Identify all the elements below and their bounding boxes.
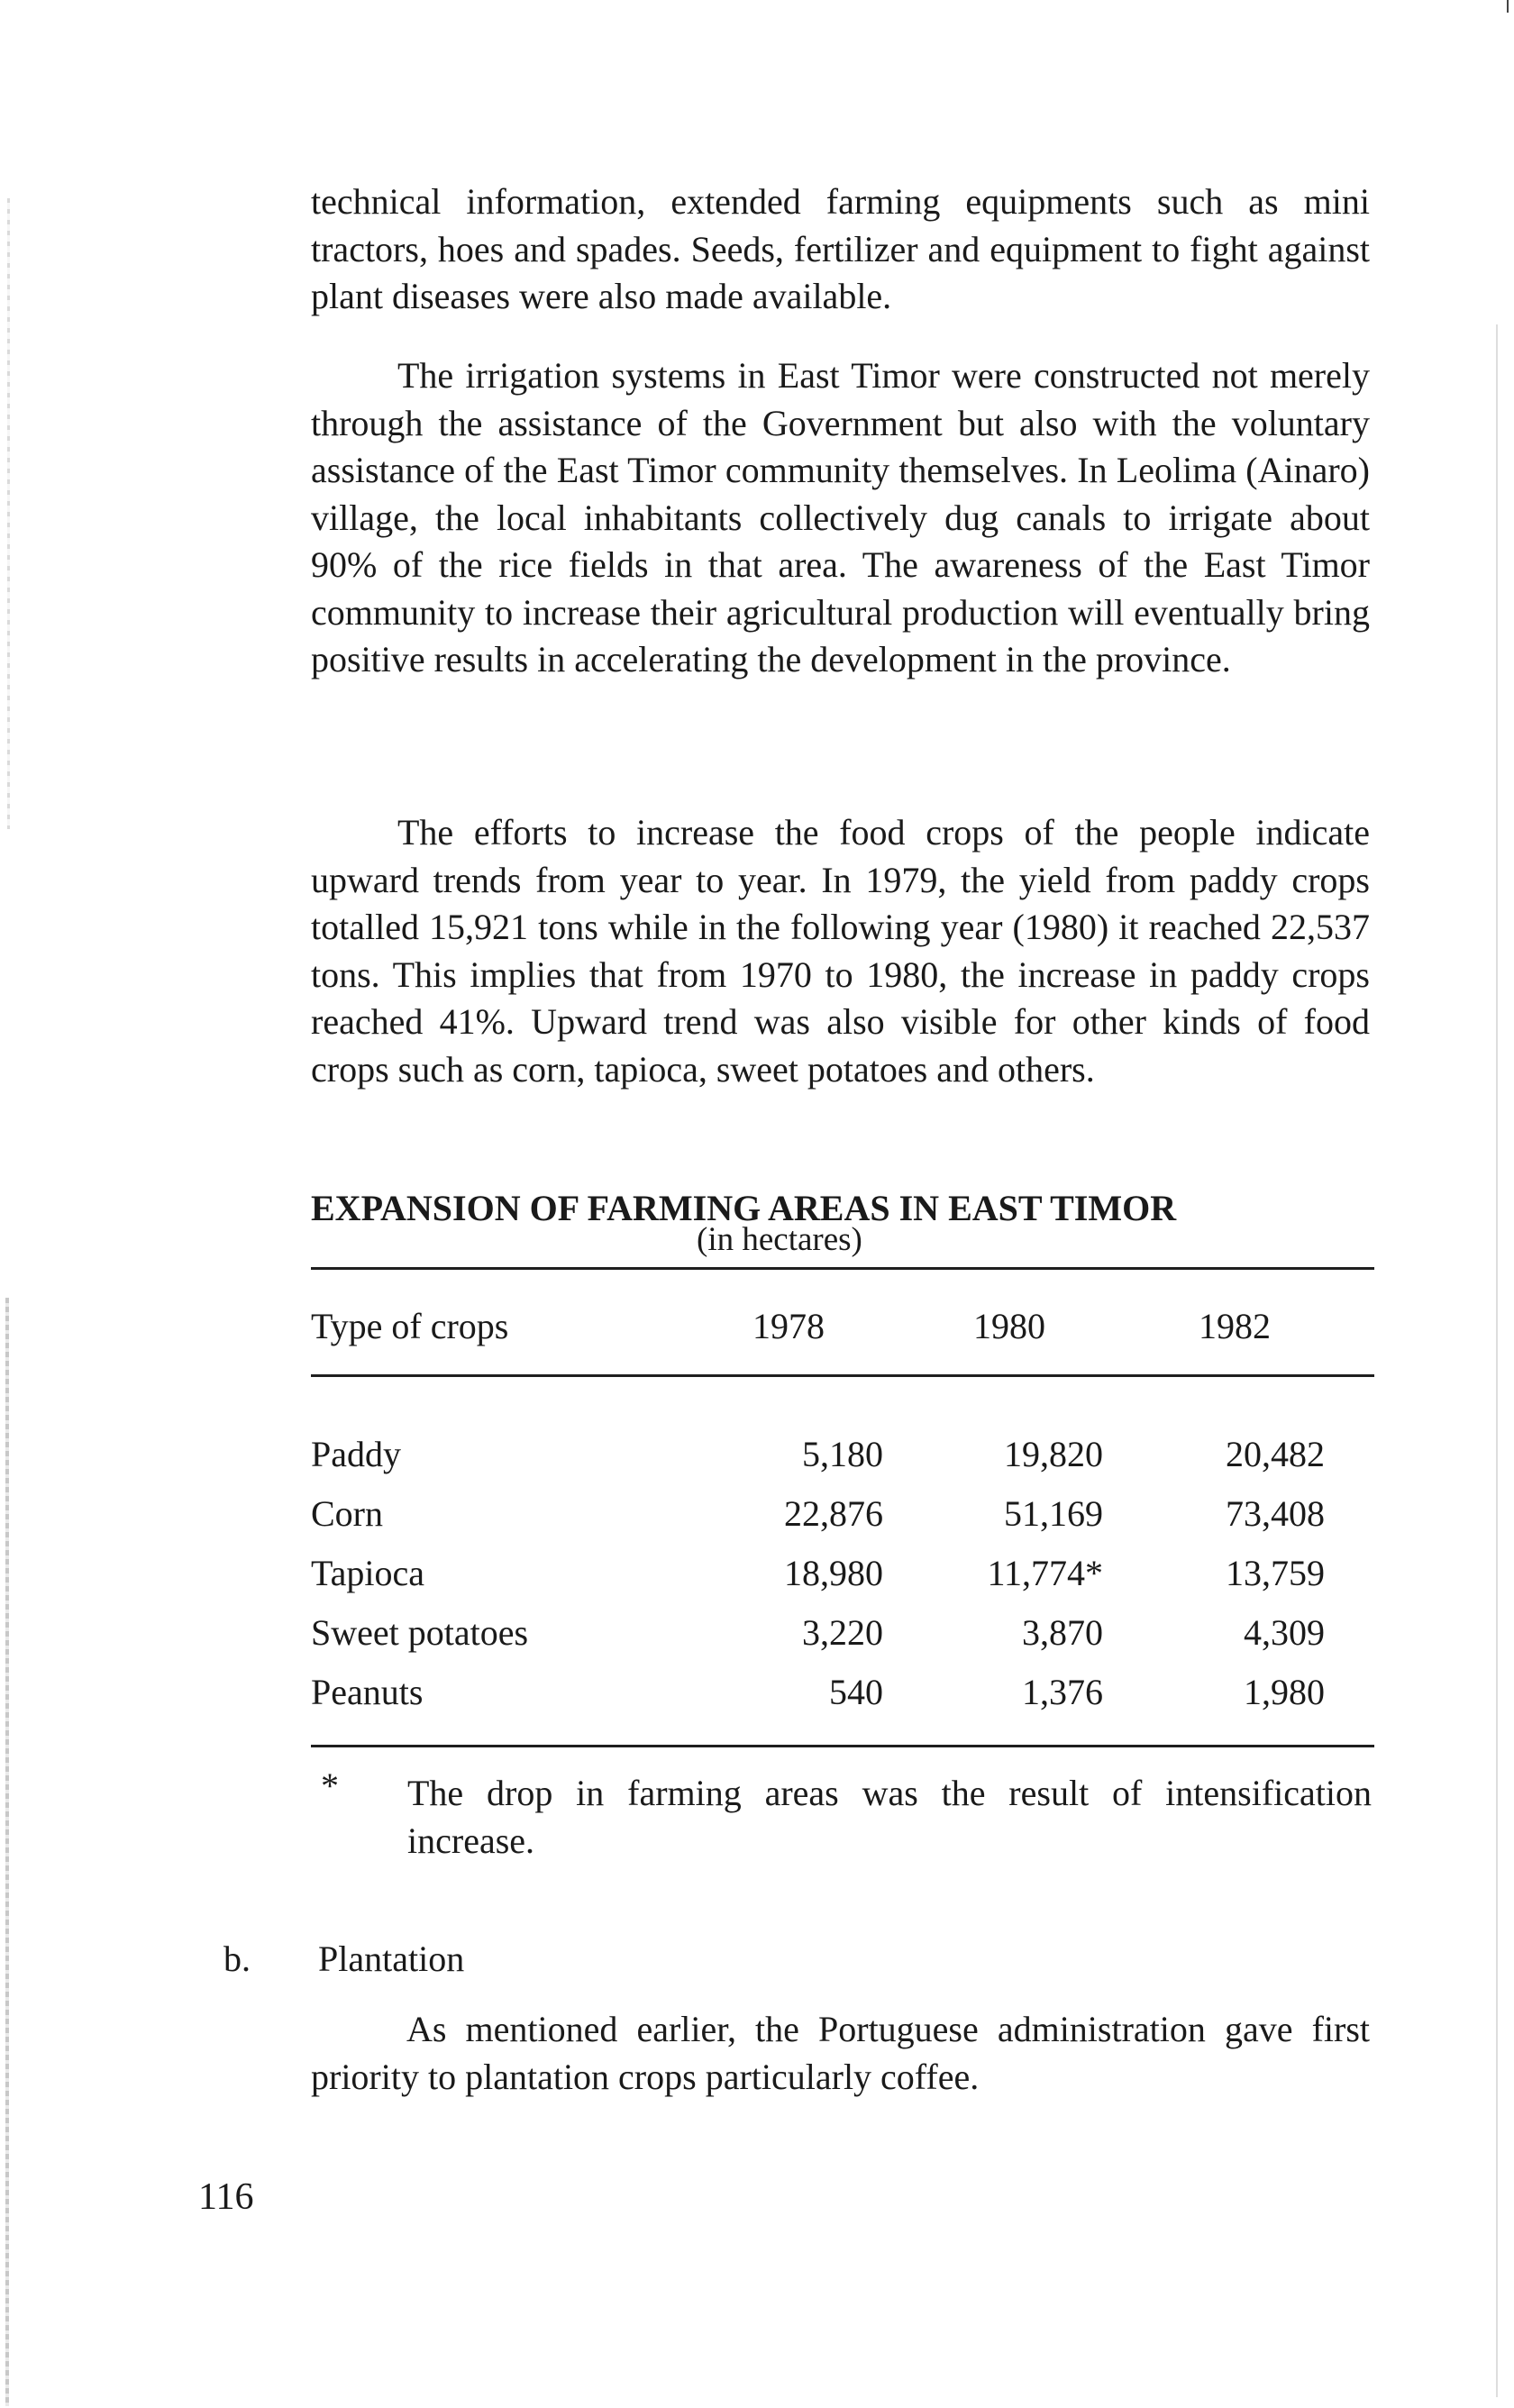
table-header-cell: 1982: [1199, 1306, 1271, 1346]
table-cell-value: 3,870: [1022, 1612, 1103, 1653]
table-rule-bottom: [311, 1745, 1374, 1747]
page-number: 116: [198, 2176, 254, 2218]
table-rule-top: [311, 1267, 1374, 1270]
section-marker: b.: [223, 1938, 251, 1979]
table-rule-header: [311, 1374, 1374, 1377]
table-header-cell: 1978: [752, 1306, 825, 1346]
table-cell-value: 1,376: [1022, 1672, 1103, 1712]
scan-edge-artifact: [1507, 0, 1509, 13]
table-footnote: The drop in farming areas was the result of intensification increase.: [407, 1773, 1372, 1861]
section-title: Plantation: [318, 1938, 465, 1979]
table-cell-value: 11,774*: [987, 1553, 1103, 1593]
table-cell-value: 4,309: [1244, 1612, 1325, 1653]
table-cell-value: 73,408: [1226, 1493, 1325, 1534]
table-cell-value: 18,980: [784, 1553, 883, 1593]
scan-edge-artifact: [7, 198, 10, 829]
table-cell-value: 1,980: [1244, 1672, 1325, 1712]
table-header-cell: 1980: [973, 1306, 1045, 1346]
table-cell-value: 22,876: [784, 1493, 883, 1534]
body-paragraph: The irrigation systems in East Timor were constructed not merely through the assistance of the Government but also with the voluntary assistance of the East Timor community themselves. In Leolima (Ainaro) village, the local inhabitants collectively dug canals to irrigate about 90% of the rice fields in that area. The awareness of the East Timor community to increase their agricultural production will eventually bring positive results in accelerating the development in the province.: [311, 355, 1370, 680]
scan-edge-artifact: [1496, 324, 1498, 2397]
table-cell-value: 540: [829, 1672, 883, 1712]
table-subtitle: (in hectares): [697, 1221, 862, 1258]
table-cell-crop: Paddy: [311, 1434, 401, 1474]
body-paragraph: technical information, extended farming equipments such as mini tractors, hoes and spades. Seeds, fertilizer and equipment to fight against plant diseases were also made available.: [311, 181, 1370, 316]
table-cell-value: 5,180: [802, 1434, 883, 1474]
table-header-cell: Type of crops: [311, 1306, 509, 1346]
table-cell-value: 51,169: [1004, 1493, 1103, 1534]
table-cell-value: 13,759: [1226, 1553, 1325, 1593]
table-cell-crop: Corn: [311, 1493, 383, 1534]
table-title: EXPANSION OF FARMING AREAS IN EAST TIMOR: [311, 1188, 1177, 1228]
footnote-marker: *: [321, 1765, 339, 1806]
table-cell-crop: Tapioca: [311, 1553, 425, 1593]
table-row: [0, 1610, 1514, 1656]
table-row: [0, 1550, 1514, 1597]
table-cell-crop: Peanuts: [311, 1672, 424, 1712]
table-cell-value: 19,820: [1004, 1434, 1103, 1474]
table-row: [0, 1669, 1514, 1716]
table-row: [0, 1491, 1514, 1537]
body-paragraph: As mentioned earlier, the Portuguese administration gave first priority to plantation crops particularly coffee.: [311, 2009, 1370, 2097]
table-cell-crop: Sweet potatoes: [311, 1612, 529, 1653]
table-cell-value: 3,220: [802, 1612, 883, 1653]
table-cell-value: 20,482: [1226, 1434, 1325, 1474]
body-paragraph: The efforts to increase the food crops of the people indicate upward trends from year to year. In 1979, the yield from paddy crops totalled 15,921 tons while in the following year (1980) it reached 22,537 tons. This implies that from 1970 to 1980, the increase in paddy crops reached 41%. Upward trend was also visible for other kinds of food crops such as corn, tapioca, sweet potatoes and others.: [311, 812, 1370, 1090]
table-row: [0, 1431, 1514, 1478]
table-header-row: [0, 1303, 1514, 1350]
